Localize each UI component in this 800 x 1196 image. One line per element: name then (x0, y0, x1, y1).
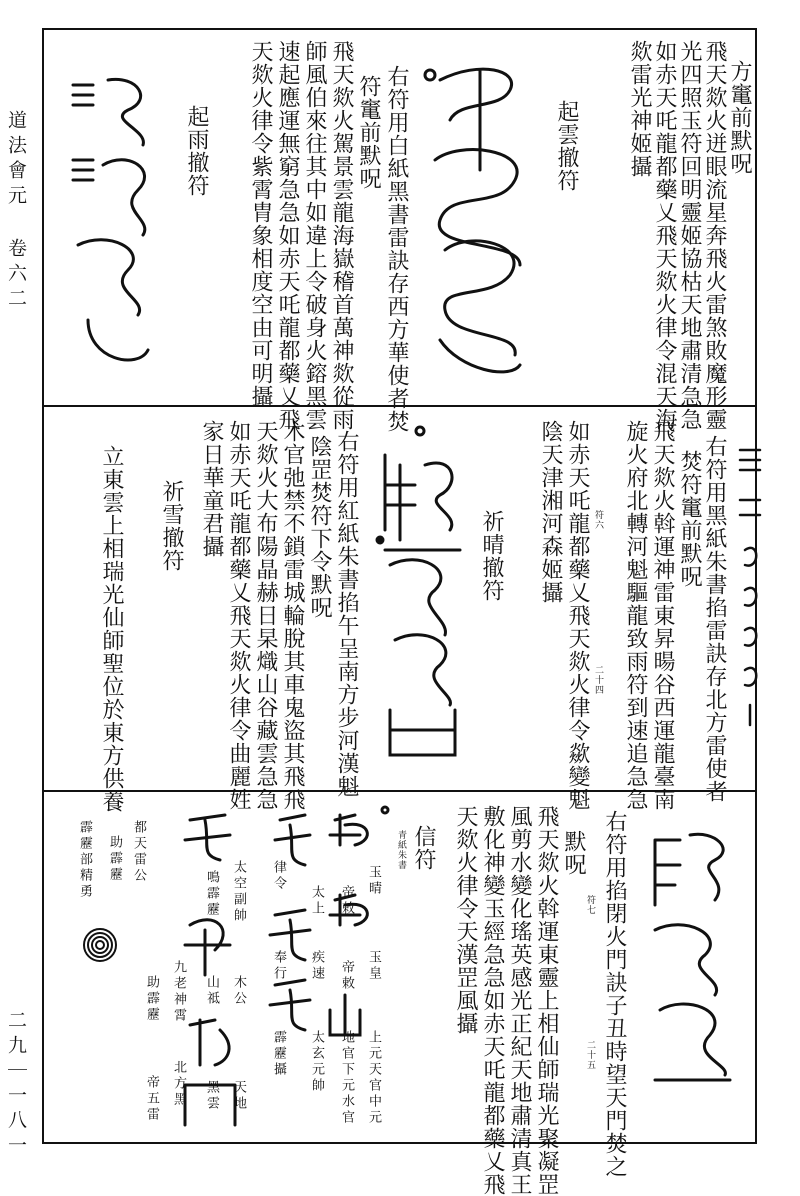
panel3-col-b-1: 玉皇 (366, 950, 381, 982)
panel3-col-f-1: 都天雷公 (131, 820, 146, 884)
panel3-small-label-1: 符七 (585, 895, 595, 915)
spiral-mark-icon (80, 925, 120, 965)
panel1-line-3: 如赤天吒龍都藥乂飛天欻火律令混天海 (652, 40, 677, 431)
panel1-heading-2: 符竃前默呪 (356, 75, 381, 190)
panel2-small-label-1: 符六 (593, 510, 603, 530)
panel1-heading: 方竃前默呪 (727, 60, 752, 175)
panel3-col-b-3: 疾速 (309, 950, 324, 982)
panel2-small-label-2: 二十四 (593, 665, 603, 695)
margin-page-number: 二九｜一八一 (5, 1010, 27, 1160)
panel1-caption-2: 起雨撤符 (184, 105, 209, 197)
panel3-col-c-1: 上元天官中元 (366, 1030, 381, 1126)
panel3-heading: 默呪 (561, 830, 586, 876)
margin-title: 道法會元 卷六二 (5, 110, 27, 313)
panel2-heading: 焚符竃前默呪 (677, 450, 702, 588)
panel1-caption: 起雲撤符 (554, 100, 579, 192)
panel3-line-4: 天欻火律令天漢罡風攝 (453, 805, 478, 1035)
panel1-line-7: 速起應運無窮急急如赤天吒龍都藥乂飛 (275, 40, 300, 431)
panel3-col-d-3: 九老神霄 (171, 960, 186, 1024)
panel1-line-4: 欻雷光神姬攝 (627, 40, 652, 178)
panel3-col-d-4: 助霹靂 (144, 975, 159, 1023)
panel3-col-b-4: 奉行 (271, 950, 286, 982)
panel2-heading-2: 陰罡焚符下令默呪 (307, 435, 332, 619)
talisman-clear-icon (375, 425, 465, 770)
panel3-sub-title: 信符 (411, 825, 436, 871)
panel3-line-2: 風剪水變化瑤英感光正紀天地肅清真王 (507, 805, 532, 1196)
panel3-col-c-3: 太玄元帥 (309, 1030, 324, 1094)
panel3-small-label-2: 二十五 (585, 1040, 595, 1070)
panel3-col-a-3: 太上 (309, 885, 324, 917)
panel3-line-3: 敷化神變玉經急急如赤天吒龍都藥乂飛 (480, 805, 505, 1196)
panel2-line-3: 如赤天吒龍都藥乂飛天欻火律令歘變魁 (565, 420, 590, 811)
panel2-line-5: 木官弛禁不鎖雷城輪脫其車鬼盜其飛飛 (280, 420, 305, 811)
panel2-line-6: 天欻火大布陽晶赫日杲熾山谷藏雲急急 (253, 420, 278, 811)
panel1-line-2: 光四照玉符回明靈姬協枯天地肅清急急 (677, 40, 702, 431)
panel1-note: 右符用白紙黑書雷訣存西方華使者焚 (384, 65, 409, 433)
panel2-line-8: 家日華童君攝 (199, 420, 224, 558)
panel2-line-4: 陰天津湘河森姬攝 (538, 420, 563, 604)
panel1-line-1: 飛天欻火迸眼流星奔飛火雷煞敗魔形靈 (702, 40, 727, 431)
panel3-col-c-4: 霹靂攝 (271, 1030, 286, 1078)
panel3-col-f-3: 霹靂部精勇 (77, 820, 92, 900)
panel3-sub-note: 青紙朱書 (396, 830, 406, 870)
panel3-note: 右符用掐閉火門訣子丑時望天門焚之 (602, 810, 627, 1178)
panel3-col-a-2: 帝敕 (339, 885, 354, 917)
panel2-caption: 祈晴撤符 (479, 510, 504, 602)
panel3-col-e-1: 木公 (231, 975, 246, 1007)
panel3-col-e-6: 帝五雷 (144, 1075, 159, 1123)
panel2-line-2: 旋火府北轉河魁驅龍致雨符到速追急急 (623, 420, 648, 811)
talisman-cloud-icon (420, 50, 540, 390)
panel3-col-a-4: 律令 (271, 860, 286, 892)
talisman-wind-icon (645, 820, 740, 1090)
panel3-col-f-2: 助霹靂 (107, 835, 122, 883)
panel1-line-5: 飛天欻火駕景雲龍海嶽稽首萬神欻從雨 (329, 40, 354, 431)
panel3-col-d-2: 鳴霹靂 (204, 870, 219, 918)
panel2-caption-2: 祈雪撤符 (159, 480, 184, 572)
panel2-note-2: 右符用紅紙朱書掐午呈南方步河漢魁 (334, 430, 359, 798)
panel3-col-d-1: 太空副帥 (231, 860, 246, 924)
talisman-rain-icon (58, 70, 163, 390)
panel3-col-c-2: 地官下元水官 (339, 1030, 354, 1126)
panel3-col-e-4: 黑雲 (204, 1080, 219, 1112)
panel3-line-1: 飛天欻火斡運東靈上相仙師瑞光聚凝罡 (534, 805, 559, 1196)
panel2-line-1: 飛天欻火斡運神雷東昇暘谷西運龍臺南 (650, 420, 675, 811)
panel3-col-e-3: 天地 (231, 1080, 246, 1112)
panel2-note: 右符用黑紙朱書掐雷訣存北方雷使者 (702, 435, 727, 803)
panel2-line-7: 如赤天吒龍都藥乂飛天欻火律令曲麗姓 (226, 420, 251, 811)
panel3-col-e-2: 山祗 (204, 975, 219, 1007)
panel1-line-6: 師風伯來往其中如違上令破身火鎔黑雲 (302, 40, 327, 431)
panel1-line-8: 天欻火律令紫霄胄象相度空由可明攝 (248, 40, 273, 408)
panel3-col-a-1: 玉晴 (366, 865, 381, 897)
panel3-col-b-2: 帝敕 (339, 960, 354, 992)
talisman-sun-icon (735, 440, 765, 730)
panel2-line-9: 立東雲上相瑞光仙師聖位於東方供養 (99, 445, 124, 813)
panel3-col-e-5: 北方黑 (171, 1060, 186, 1108)
